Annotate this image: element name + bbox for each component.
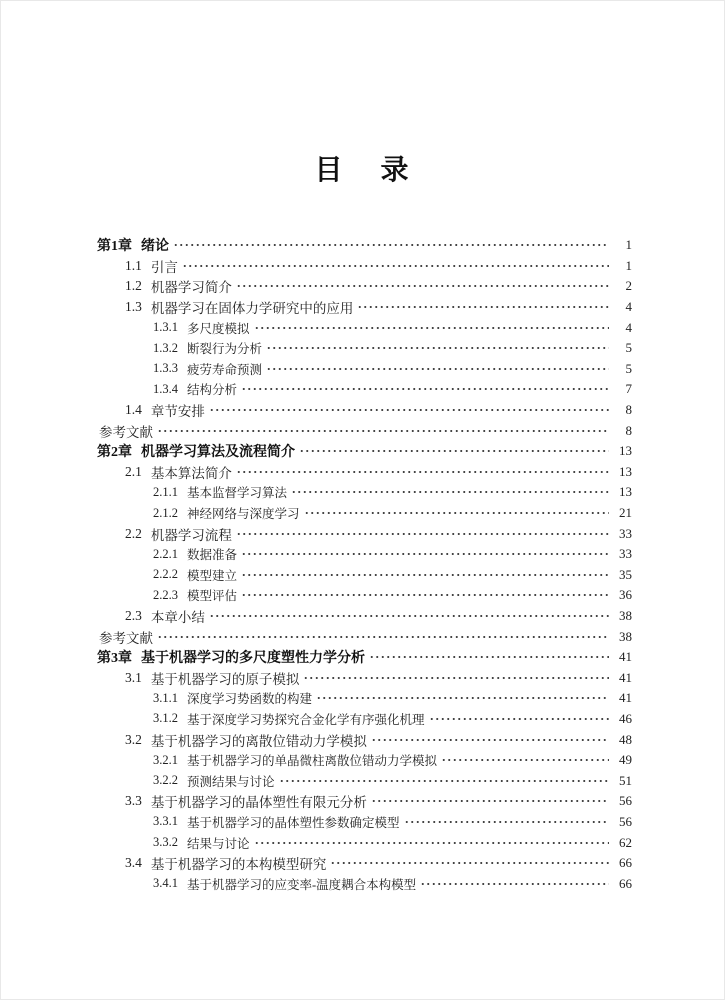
toc-entry-number: 1.3.3 xyxy=(153,361,178,376)
toc-entry-title: 基于深度学习势探究合金化学有序强化机理 xyxy=(187,712,425,727)
toc-entry-page: 41 xyxy=(619,669,632,685)
toc-entry-page: 46 xyxy=(619,710,632,726)
dot-leader xyxy=(182,261,609,271)
toc-entry xyxy=(97,256,632,277)
toc-entry-page: 2 xyxy=(625,278,632,294)
dot-leader xyxy=(369,652,609,662)
toc-entry xyxy=(97,523,632,544)
toc-entry-number: 第3章 xyxy=(97,651,132,667)
toc-entry-title: 基本监督学习算法 xyxy=(187,486,288,501)
dot-leader xyxy=(299,446,609,456)
toc-entry-page: 4 xyxy=(625,319,632,335)
dot-leader xyxy=(173,240,609,250)
toc-entry xyxy=(97,750,632,771)
toc-entry-page: 56 xyxy=(619,813,632,829)
dot-leader xyxy=(254,838,609,848)
toc-entry-page: 13 xyxy=(619,463,632,479)
toc-entry-number: 第2章 xyxy=(97,445,132,461)
toc-entry-title: 基于机器学习的原子模拟 xyxy=(150,671,300,687)
dot-leader xyxy=(236,529,609,539)
toc-entry-title: 参考文献 xyxy=(99,630,153,646)
dot-leader xyxy=(357,302,609,312)
toc-entry-page: 36 xyxy=(619,587,632,603)
toc-entry xyxy=(97,606,632,627)
toc-entry-title: 机器学习流程 xyxy=(150,527,232,543)
toc-entry-title: 基于机器学习的晶体塑性参数确定模型 xyxy=(187,815,400,830)
toc-entry-title: 多尺度模拟 xyxy=(187,321,250,336)
toc-entry-page: 51 xyxy=(619,772,632,788)
dot-leader xyxy=(303,673,609,683)
toc-entry xyxy=(97,647,632,668)
toc-entry xyxy=(97,585,632,606)
toc-entry-title: 数据准备 xyxy=(187,548,238,563)
toc-entry-number: 3.4 xyxy=(125,855,142,871)
toc-entry-title: 模型建立 xyxy=(187,568,238,583)
dot-leader xyxy=(429,714,609,724)
toc-entry xyxy=(97,873,632,894)
toc-entry-number: 2.1.2 xyxy=(153,505,178,520)
toc-entry xyxy=(97,235,632,256)
toc-entry-page: 49 xyxy=(619,752,632,768)
toc-entry-title: 基于机器学习的单晶微柱离散位错动力学模拟 xyxy=(187,754,438,769)
toc-entry-page: 33 xyxy=(619,525,632,541)
toc-entry-page: 62 xyxy=(619,834,632,850)
dot-leader xyxy=(420,879,609,889)
toc-entry xyxy=(97,832,632,853)
toc-entry-title: 断裂行为分析 xyxy=(187,342,263,357)
toc-entry xyxy=(97,626,632,647)
toc-entry-page: 1 xyxy=(625,257,632,273)
toc-entry xyxy=(97,709,632,730)
dot-leader xyxy=(404,817,609,827)
dot-leader xyxy=(241,570,609,580)
toc-entry-number: 1.1 xyxy=(125,257,142,273)
toc-entry-title: 基于机器学习的离散位错动力学模拟 xyxy=(150,733,367,749)
toc-entry xyxy=(97,359,632,380)
toc-entry-title: 基于机器学习的应变率-温度耦合本构模型 xyxy=(187,877,417,892)
dot-leader xyxy=(254,323,609,333)
toc-entry-title: 参考文献 xyxy=(99,424,153,440)
toc-entry-number: 2.2.1 xyxy=(153,546,178,561)
toc-entry-number: 1.3 xyxy=(125,299,142,315)
dot-leader xyxy=(291,487,609,497)
toc-entry-number: 3.1.1 xyxy=(153,690,178,705)
toc-entry-title: 神经网络与深度学习 xyxy=(187,507,300,522)
toc-entry-number: 3.3.1 xyxy=(153,814,178,829)
dot-leader xyxy=(209,405,609,415)
dot-leader xyxy=(157,632,609,642)
toc-entry-title: 章节安排 xyxy=(150,404,205,420)
toc-entry xyxy=(97,565,632,586)
toc-entry xyxy=(97,297,632,318)
toc-entry-page: 56 xyxy=(619,793,632,809)
toc-entry xyxy=(97,338,632,359)
toc-entry-page: 21 xyxy=(619,505,632,521)
toc-entry xyxy=(97,791,632,812)
toc-entry-number: 1.4 xyxy=(125,402,142,418)
dot-leader xyxy=(241,549,609,559)
dot-leader xyxy=(236,467,609,477)
toc-entry-number: 3.4.1 xyxy=(153,876,178,891)
toc-entry xyxy=(97,729,632,750)
toc-entry-title: 引言 xyxy=(150,259,178,275)
toc-entry-number: 1.3.1 xyxy=(153,320,178,335)
toc-entry-title: 本章小结 xyxy=(150,609,205,625)
toc-entry-page: 8 xyxy=(625,402,632,418)
toc-entry xyxy=(97,503,632,524)
toc-entry-number: 3.3.2 xyxy=(153,835,178,850)
toc-entry-number: 3.2.1 xyxy=(153,752,178,767)
toc-entry-title: 基于机器学习的晶体塑性有限元分析 xyxy=(150,795,367,811)
dot-leader xyxy=(279,776,609,786)
toc-entry-title: 模型评估 xyxy=(187,589,238,604)
dot-leader xyxy=(209,611,609,621)
toc-entry-title: 机器学习在固体力学研究中的应用 xyxy=(150,301,354,317)
dot-leader xyxy=(266,364,609,374)
toc-entry xyxy=(97,667,632,688)
toc-entry-page: 38 xyxy=(619,607,632,623)
toc-entry-number: 2.3 xyxy=(125,607,142,623)
toc-entry-number: 3.3 xyxy=(125,793,142,809)
toc-entry-page: 5 xyxy=(625,360,632,376)
page-title: 目 录 xyxy=(314,155,411,186)
toc-entry-number: 2.2.3 xyxy=(153,587,178,602)
toc-entry-title: 预测结果与讨论 xyxy=(187,774,275,789)
toc-entry xyxy=(97,462,632,483)
toc-entry-page: 33 xyxy=(619,546,632,562)
toc-entry-page: 5 xyxy=(625,340,632,356)
dot-leader xyxy=(157,426,609,436)
toc-entry xyxy=(97,544,632,565)
toc-entry xyxy=(97,688,632,709)
toc-entry-page: 4 xyxy=(625,299,632,315)
toc-entry-number: 第1章 xyxy=(97,239,132,255)
toc-entry-page: 66 xyxy=(619,875,632,891)
toc-entry-number: 2.2 xyxy=(125,525,142,541)
toc-entry-number: 1.3.4 xyxy=(153,381,178,396)
toc-entry-page: 41 xyxy=(619,649,632,665)
toc-entry xyxy=(97,482,632,503)
toc-entry-number: 3.2 xyxy=(125,731,142,747)
toc-entry-page: 8 xyxy=(625,422,632,438)
toc-entry-number: 3.2.2 xyxy=(153,773,178,788)
toc-entry-title: 机器学习算法及流程简介 xyxy=(141,445,295,461)
toc-entry-number: 2.1 xyxy=(125,463,142,479)
toc-entry-number: 3.1 xyxy=(125,669,142,685)
dot-leader xyxy=(441,755,609,765)
toc-entry-title: 深度学习势函数的构建 xyxy=(187,692,313,707)
toc-entry xyxy=(97,770,632,791)
toc-list xyxy=(97,235,632,894)
toc-entry-title: 基于机器学习的本构模型研究 xyxy=(150,857,327,873)
toc-entry-page: 48 xyxy=(619,731,632,747)
toc-entry xyxy=(97,317,632,338)
toc-entry xyxy=(97,853,632,874)
toc-entry xyxy=(97,276,632,297)
dot-leader xyxy=(266,343,609,353)
toc-entry-title: 结果与讨论 xyxy=(187,836,250,851)
toc-entry-number: 2.2.2 xyxy=(153,567,178,582)
toc-entry xyxy=(97,441,632,462)
toc-entry-number: 1.2 xyxy=(125,278,142,294)
toc-entry-page: 13 xyxy=(619,443,632,459)
toc-entry-page: 1 xyxy=(625,237,632,253)
toc-entry-page: 38 xyxy=(619,628,632,644)
toc-entry-page: 41 xyxy=(619,690,632,706)
toc-entry-title: 绪论 xyxy=(141,239,169,255)
toc-entry-page: 13 xyxy=(619,484,632,500)
toc-entry-title: 机器学习简介 xyxy=(150,280,232,296)
toc-entry-number: 3.1.2 xyxy=(153,711,178,726)
toc-entry-number: 1.3.2 xyxy=(153,340,178,355)
toc-entry xyxy=(97,400,632,421)
dot-leader xyxy=(371,735,609,745)
toc-entry xyxy=(97,379,632,400)
toc-entry-title: 基本算法简介 xyxy=(150,465,232,481)
toc-entry-title: 结构分析 xyxy=(187,383,238,398)
dot-leader xyxy=(241,590,609,600)
toc-entry-page: 7 xyxy=(625,381,632,397)
toc-entry xyxy=(97,420,632,441)
toc-entry-page: 66 xyxy=(619,855,632,871)
toc-entry-title: 疲劳寿命预测 xyxy=(187,362,263,377)
dot-leader xyxy=(371,796,609,806)
toc-entry-page: 35 xyxy=(619,566,632,582)
dot-leader xyxy=(241,384,609,394)
toc-entry xyxy=(97,812,632,833)
dot-leader xyxy=(330,858,609,868)
dot-leader xyxy=(304,508,609,518)
toc-entry-number: 2.1.1 xyxy=(153,484,178,499)
dot-leader xyxy=(316,693,609,703)
toc-entry-title: 基于机器学习的多尺度塑性力学分析 xyxy=(141,651,365,667)
dot-leader xyxy=(236,281,609,291)
